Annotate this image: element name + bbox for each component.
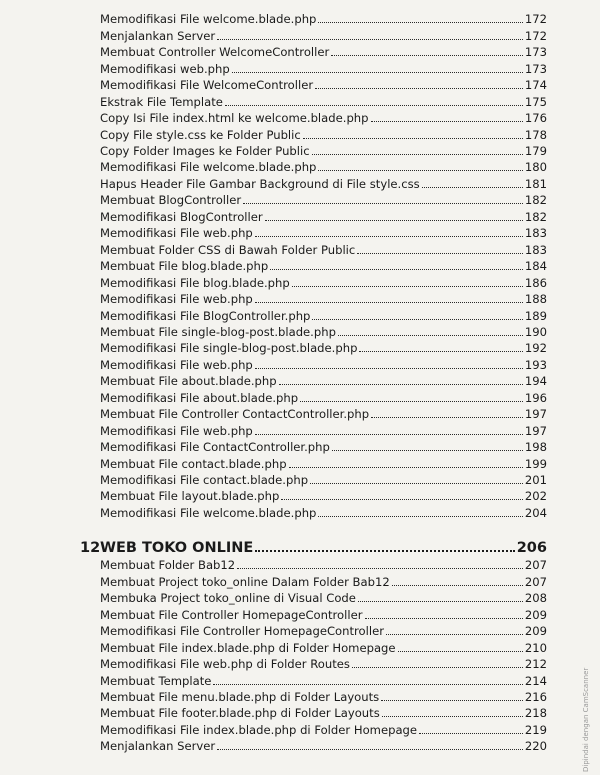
toc-entry-page-number: 210 [524, 640, 547, 655]
dot-leader [225, 105, 523, 106]
toc-entry-page-number: 181 [524, 176, 547, 191]
toc-entry-page-number: 173 [524, 61, 547, 76]
toc-entry-title: Memodifikasi File welcome.blade.php [100, 12, 317, 27]
toc-entry-page-number: 178 [524, 127, 547, 142]
chapter-heading [80, 536, 547, 556]
dot-leader [255, 302, 523, 303]
toc-entry [100, 191, 547, 207]
toc-entry-page-number: 218 [524, 706, 547, 721]
toc-entry-page-number: 182 [524, 209, 547, 224]
toc-entry [100, 125, 547, 141]
toc-entry [100, 59, 547, 75]
toc-entry-page-number: 202 [524, 489, 547, 504]
toc-entry-title: Membuat BlogController [100, 193, 242, 208]
toc-entry [100, 109, 547, 125]
toc-entry [100, 487, 547, 503]
toc-entry-page-number: 183 [524, 226, 547, 241]
dot-leader [371, 121, 523, 122]
toc-entry-page-number: 199 [524, 456, 547, 471]
dot-leader [398, 651, 523, 652]
toc-entry [100, 405, 547, 421]
toc-entry [100, 224, 547, 240]
toc-entry-page-number: 192 [524, 341, 547, 356]
toc-entry-title: Memodifikasi File web.php [100, 357, 253, 372]
toc-entry-title: Membuat Controller WelcomeController [100, 45, 330, 60]
toc-entry [100, 257, 547, 273]
toc-entry [100, 605, 547, 621]
toc-entry-title: Menjalankan Server [100, 28, 216, 43]
toc-entry-page-number: 209 [524, 624, 547, 639]
toc-entry-page-number: 207 [524, 574, 547, 589]
dot-leader [265, 220, 523, 221]
dot-leader [255, 550, 514, 552]
dot-leader [318, 22, 522, 23]
dot-leader [352, 667, 523, 668]
toc-entry-page-number: 184 [524, 259, 547, 274]
toc-entry [100, 737, 547, 753]
toc-entry-title: Memodifikasi BlogController [100, 209, 263, 224]
dot-leader [386, 634, 523, 635]
chapter-number: 12 [80, 540, 101, 556]
toc-entry-page-number: 172 [524, 28, 547, 43]
dot-leader [292, 286, 523, 287]
dot-leader [359, 351, 522, 352]
toc-entry-title: Membuat File Controller ContactController.php [100, 407, 370, 422]
toc-entry-page-number: 174 [524, 78, 547, 93]
toc-entry [100, 175, 547, 191]
toc-entry-page-number: 208 [524, 591, 547, 606]
toc-entry [100, 26, 547, 42]
toc-entry-page-number: 173 [524, 45, 547, 60]
toc-entry-page-number: 183 [524, 242, 547, 257]
toc-entry [100, 372, 547, 388]
dot-leader [381, 700, 523, 701]
dot-leader [255, 434, 523, 435]
chapter-title: WEB TOKO ONLINE [100, 540, 254, 556]
toc-entry-title: Memodifikasi File ContactController.php [100, 440, 330, 455]
toc-entry [100, 671, 547, 687]
toc-entry-title: Membuka Project toko_online di Visual Code [100, 591, 356, 606]
dot-leader [357, 253, 523, 254]
dot-leader [289, 467, 523, 468]
toc-entry-title: Membuat File single-blog-post.blade.php [100, 324, 336, 339]
toc-entry [100, 158, 547, 174]
dot-leader [300, 401, 523, 402]
toc-entry-title: Memodifikasi File web.php [100, 292, 253, 307]
toc-entry-title: Memodifikasi File web.php di Folder Routes [100, 657, 350, 672]
dot-leader [419, 733, 523, 734]
toc-entry [100, 454, 547, 470]
toc-entry-title: Copy Folder Images ke Folder Public [100, 144, 310, 159]
dot-leader [270, 269, 523, 270]
toc-entry-title: Membuat File menu.blade.php di Folder Layouts [100, 690, 380, 705]
toc-entry-page-number: 207 [524, 558, 547, 573]
scanner-watermark: Dipindai dengan CamScanner [582, 667, 590, 772]
dot-leader [338, 335, 523, 336]
toc-entry-title: Memodifikasi File WelcomeController [100, 78, 314, 93]
toc-entry-page-number: 219 [524, 722, 547, 737]
toc-entry [100, 421, 547, 437]
toc-entry-title: Memodifikasi File about.blade.php [100, 390, 299, 405]
dot-leader [303, 138, 523, 139]
toc-entry-page-number: 175 [524, 94, 547, 109]
toc-entry [100, 76, 547, 92]
toc-entry [100, 638, 547, 654]
toc-entry [100, 688, 547, 704]
toc-entry-page-number: 197 [524, 423, 547, 438]
toc-entry [100, 556, 547, 572]
toc-entry [100, 622, 547, 638]
toc-entry [100, 655, 547, 671]
toc-entry-title: Memodifikasi web.php [100, 61, 230, 76]
toc-entry-title: Membuat Folder Bab12 [100, 558, 236, 573]
dot-leader [310, 483, 523, 484]
toc-entry-page-number: 214 [524, 673, 547, 688]
toc-entry-page-number: 204 [524, 505, 547, 520]
toc-entry [100, 290, 547, 306]
toc-entry [100, 721, 547, 737]
toc-entry-title: Membuat Folder CSS di Bawah Folder Public [100, 242, 356, 257]
toc-entry [100, 471, 547, 487]
toc-entry-page-number: 209 [524, 607, 547, 622]
toc-entry-page-number: 189 [524, 308, 547, 323]
dot-leader [217, 39, 523, 40]
toc-entry-title: Hapus Header File Gambar Background di File style.css [100, 176, 420, 191]
dot-leader [255, 368, 523, 369]
dot-leader [318, 516, 522, 517]
toc-entry-page-number: 196 [524, 390, 547, 405]
toc-entry-title: Membuat File about.blade.php [100, 374, 277, 389]
toc-entry-title: Memodifikasi File single-blog-post.blade.php [100, 341, 358, 356]
dot-leader [318, 170, 522, 171]
dot-leader [279, 384, 523, 385]
toc-entry-page-number: 188 [524, 292, 547, 307]
toc-entry [100, 43, 547, 59]
toc-entry [100, 438, 547, 454]
dot-leader [312, 319, 522, 320]
toc-entry-title: Memodifikasi File welcome.blade.php [100, 505, 317, 520]
toc-entry-page-number: 198 [524, 440, 547, 455]
toc-entry-title: Ekstrak File Template [100, 94, 223, 109]
toc-entry [100, 339, 547, 355]
dot-leader [237, 568, 523, 569]
toc-entry-page-number: 172 [524, 12, 547, 27]
toc-entry-title: Memodifikasi File contact.blade.php [100, 473, 309, 488]
toc-entry-page-number: 193 [524, 357, 547, 372]
dot-leader [382, 716, 523, 717]
dot-leader [315, 88, 523, 89]
dot-leader [332, 450, 523, 451]
toc-entry-page-number: 176 [524, 111, 547, 126]
toc-entry [100, 92, 547, 108]
toc-entry [100, 572, 547, 588]
toc-entry [100, 207, 547, 223]
dot-leader [371, 417, 523, 418]
toc-entry-title: Memodifikasi File web.php [100, 423, 253, 438]
dot-leader [365, 618, 523, 619]
dot-leader [312, 154, 523, 155]
toc-entry-page-number: 190 [524, 324, 547, 339]
toc-entry-title: Memodifikasi File Controller HomepageController [100, 624, 384, 639]
dot-leader [422, 187, 523, 188]
toc-entry [100, 589, 547, 605]
toc-entry-title: Copy File style.css ke Folder Public [100, 127, 301, 142]
dot-leader [281, 499, 523, 500]
toc-entry-page-number: 186 [524, 275, 547, 290]
toc-entry [100, 504, 547, 520]
dot-leader [392, 585, 523, 586]
toc-entry-title: Membuat File layout.blade.php [100, 489, 280, 504]
toc-entry [100, 388, 547, 404]
toc-entry-title: Memodifikasi File index.blade.php di Folder Homepage [100, 722, 418, 737]
toc-entry-title: Memodifikasi File blog.blade.php [100, 275, 290, 290]
toc-entry [100, 355, 547, 371]
toc-entry-title: Copy Isi File index.html ke welcome.blade.php [100, 111, 369, 126]
dot-leader [358, 601, 523, 602]
toc-entry-page-number: 201 [524, 473, 547, 488]
toc-entry-page-number: 220 [524, 739, 547, 754]
toc-entry-page-number: 180 [524, 160, 547, 175]
toc-entry-title: Membuat File contact.blade.php [100, 456, 287, 471]
toc-entry-title: Memodifikasi File web.php [100, 226, 253, 241]
toc-entry-title: Memodifikasi File welcome.blade.php [100, 160, 317, 175]
toc-entry-page-number: 179 [524, 144, 547, 159]
toc-entry-page-number: 212 [524, 657, 547, 672]
toc-entry-title: Memodifikasi File BlogController.php [100, 308, 311, 323]
toc-entry-page-number: 197 [524, 407, 547, 422]
toc-entry-title: Menjalankan Server [100, 739, 216, 754]
toc-entry [100, 142, 547, 158]
dot-leader [232, 72, 523, 73]
dot-leader [217, 749, 523, 750]
toc-entry-title: Membuat File Controller HomepageController [100, 607, 363, 622]
toc-entry-title: Membuat Template [100, 673, 212, 688]
toc-entry [100, 240, 547, 256]
toc-entry [100, 704, 547, 720]
toc-entry [100, 323, 547, 339]
toc-entry-title: Membuat File index.blade.php di Folder Homepage [100, 640, 396, 655]
dot-leader [243, 203, 523, 204]
toc-entry [100, 10, 547, 26]
dot-leader [213, 684, 522, 685]
toc-entry-title: Membuat File footer.blade.php di Folder Layouts [100, 706, 380, 721]
dot-leader [255, 236, 523, 237]
toc-entry-page-number: 216 [524, 690, 547, 705]
dot-leader [331, 55, 523, 56]
toc-entry-page-number: 182 [524, 193, 547, 208]
toc-entry-title: Membuat Project toko_online Dalam Folder Bab12 [100, 574, 390, 589]
toc-entry [100, 273, 547, 289]
toc-entry-page-number: 194 [524, 374, 547, 389]
toc-entry [100, 306, 547, 322]
chapter-page-number: 206 [516, 540, 547, 556]
toc-entry-title: Membuat File blog.blade.php [100, 259, 269, 274]
